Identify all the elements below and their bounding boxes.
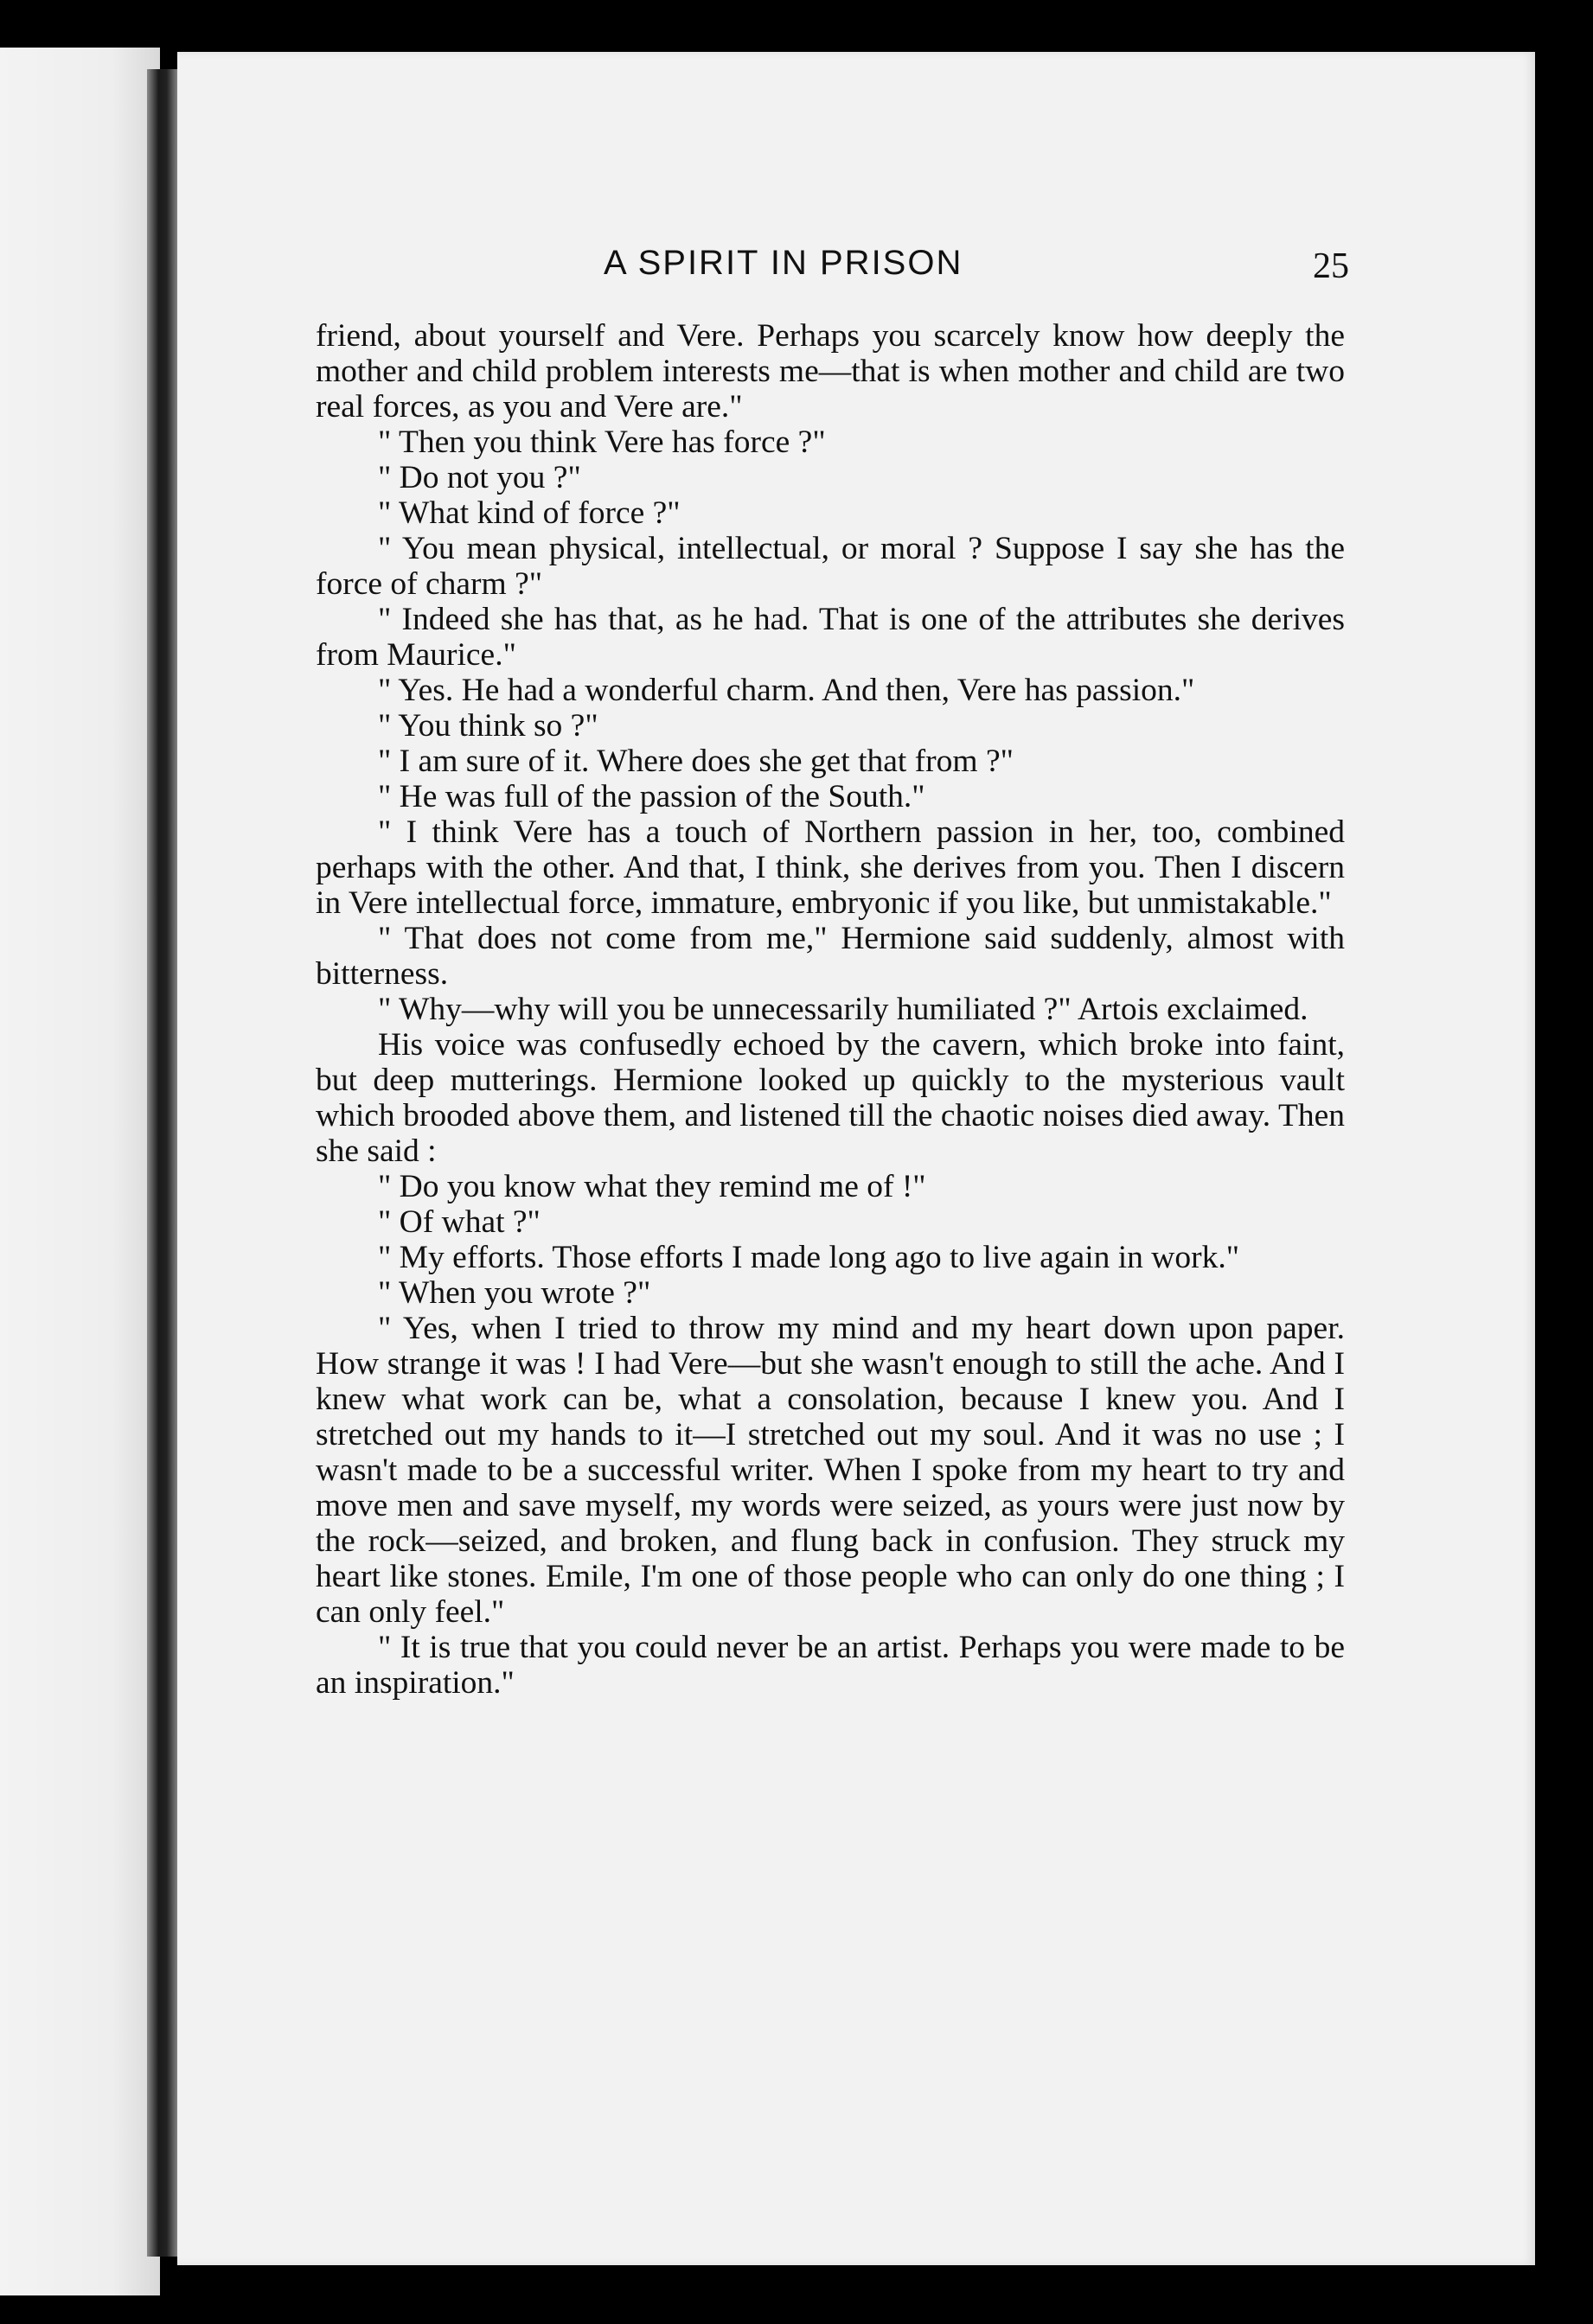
paragraph: " I am sure of it. Where does she get that from ?" bbox=[378, 744, 1014, 779]
paragraph: " I think Vere has a touch of Northern passion in her, too, combined perhaps with the other. And that, I think, she derives from you. Then I discern in Vere intellectual force, immature, embryonic if you like, but unmistakable." bbox=[316, 814, 1345, 921]
left-page-edge bbox=[0, 48, 160, 2295]
page-number: 25 bbox=[1313, 246, 1349, 286]
paragraph: " Yes, when I tried to throw my mind and my heart down upon paper. How strange it was ! I had Vere—but she wasn't enough to still the ache. And I knew what work can be, what a consolation, because I knew you. And I stretched out my hands to it—I stretched out my soul. And it was no use ; I wasn't made to be a successful writer. When I spoke from my heart to try and move men and save myself, my words were seized, as yours were just now by the rock—seized, and broken, and flung back in confusion. They struck my heart like stones. Emile, I'm one of those people who can only do one thing ; I can only feel." bbox=[316, 1311, 1345, 1630]
body-text bbox=[316, 318, 1345, 1701]
paragraph: " Of what ?" bbox=[378, 1204, 541, 1240]
paragraph: " You think so ?" bbox=[378, 708, 598, 744]
paragraph: His voice was confusedly echoed by the cavern, which broke into faint, but deep mutterings. Hermione looked up quickly to the mysterious vault which brooded above them, and listened till the chaotic noises died away. Then she said : bbox=[316, 1027, 1345, 1169]
paragraph: " My efforts. Those efforts I made long ago to live again in work." bbox=[378, 1240, 1240, 1275]
paragraph: " You mean physical, intellectual, or moral ? Suppose I say she has the force of charm ?" bbox=[316, 531, 1345, 602]
paragraph: " Indeed she has that, as he had. That is one of the attributes she derives from Maurice." bbox=[316, 602, 1345, 673]
paragraph: " When you wrote ?" bbox=[378, 1275, 651, 1311]
book-gutter bbox=[147, 69, 180, 2257]
paragraph: " What kind of force ?" bbox=[378, 495, 681, 531]
paragraph: " It is true that you could never be an artist. Perhaps you were made to be an inspiration." bbox=[316, 1630, 1345, 1701]
paragraph: " He was full of the passion of the South." bbox=[378, 779, 925, 814]
paragraph: " Yes. He had a wonderful charm. And then, Vere has passion." bbox=[378, 673, 1195, 708]
paragraph: " Then you think Vere has force ?" bbox=[378, 425, 826, 460]
paragraph: " Do you know what they remind me of !" bbox=[378, 1169, 926, 1204]
paragraph: " Do not you ?" bbox=[378, 460, 581, 495]
paragraph: friend, about yourself and Vere. Perhaps you scarcely know how deeply the mother and child problem interests me—that is when mother and child are two real forces, as you and Vere are." bbox=[316, 318, 1345, 425]
page-header bbox=[285, 244, 1349, 296]
running-head: A SPIRIT IN PRISON bbox=[604, 244, 963, 282]
paragraph: " Why—why will you be unnecessarily humiliated ?" Artois exclaimed. bbox=[378, 992, 1308, 1027]
paragraph: " That does not come from me," Hermione said suddenly, almost with bitterness. bbox=[316, 921, 1345, 992]
